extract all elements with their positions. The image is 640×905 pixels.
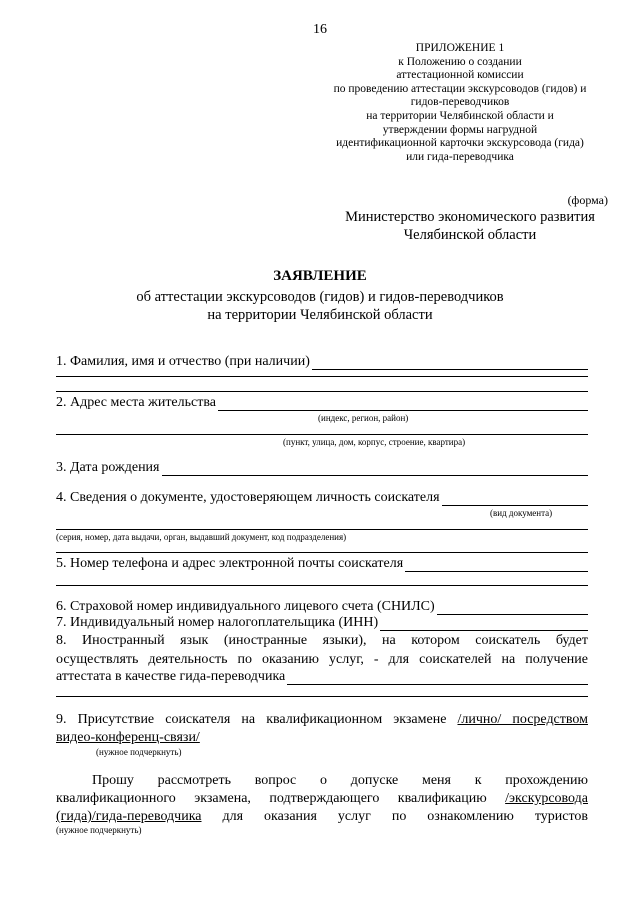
language-blank[interactable] (287, 671, 588, 685)
field-language-line: осуществлять деятельность по оказанию услуг, - для соискателей на получение (56, 652, 588, 667)
inn-blank[interactable] (380, 617, 588, 631)
appendix-header (300, 42, 620, 164)
field-label: 4. Сведения о документе, удостоверяющем личность соискателя (56, 490, 440, 505)
field-language (56, 668, 588, 685)
appendix-line: гидов-переводчиков (410, 96, 510, 109)
ministry-line: Министерство экономического развития (345, 209, 595, 225)
appendix-line: утверждении формы нагрудной (382, 123, 538, 136)
document-subtitle (100, 288, 540, 324)
appendix-line: аттестационной комиссии (396, 69, 524, 82)
option-video-conference[interactable]: видео-конференц-связи/ (56, 730, 200, 745)
address-blank[interactable] (218, 397, 588, 411)
option-guide-interpreter[interactable]: (гида)/гида-переводчика (56, 809, 202, 824)
document-hint-type: (вид документа) (490, 508, 553, 518)
field-label: 1. Фамилия, имя и отчество (при наличии) (56, 354, 310, 369)
request-text: для оказания услуг по ознакомлению туристов (201, 809, 588, 824)
appendix-line: идентификационной карточки экскурсовода (гида) (336, 137, 584, 150)
field-inn (56, 614, 588, 631)
blank-line[interactable] (56, 696, 588, 697)
field-birth-date (56, 459, 588, 476)
option-in-person[interactable]: /лично/ посредством (457, 712, 588, 727)
field-identity-document (56, 489, 588, 506)
field-label: 9. Присутствие соискателя на квалификационном экзамене (56, 712, 458, 727)
field-label: 5. Номер телефона и адрес электронной почты соискателя (56, 556, 404, 571)
request-line (56, 808, 588, 825)
field-exam-presence-cont (56, 729, 588, 746)
request-text: квалификационного экзамена, подтверждающего квалификацию (56, 791, 506, 806)
blank-line[interactable] (56, 391, 588, 392)
birth-date-blank[interactable] (162, 462, 589, 476)
blank-line[interactable] (56, 376, 588, 377)
field-address (56, 394, 588, 411)
request-line (56, 790, 588, 807)
address-hint-region: (индекс, регион, район) (318, 413, 409, 423)
document-type-blank[interactable] (442, 492, 588, 506)
appendix-line: по проведению аттестации экскурсоводов (гидов) и (333, 82, 587, 95)
form-label: (форма) (567, 193, 608, 207)
field-label: 3. Дата рождения (56, 460, 160, 475)
address-hint-street: (пункт, улица, дом, корпус, строение, квартира) (283, 437, 466, 447)
blank-line[interactable] (56, 552, 588, 553)
document-hint-details: (серия, номер, дата выдачи, орган, выдавший документ, код подразделения) (56, 532, 347, 542)
request-line: Прошу рассмотреть вопрос о допуске меня к прохождению (92, 773, 588, 788)
subtitle-line: на территории Челябинской области (207, 307, 433, 323)
field-label: аттестата в качестве гида-переводчика (56, 669, 286, 684)
blank-line[interactable] (56, 434, 588, 435)
blank-line[interactable] (56, 585, 588, 586)
field-label: 6. Страховой номер индивидуального лицевого счета (СНИЛС) (56, 599, 435, 614)
appendix-line: к Положению о создании (398, 55, 522, 68)
page-number: 16 (313, 22, 327, 37)
document-title: ЗАЯВЛЕНИЕ (273, 268, 367, 284)
blank-line[interactable] (56, 529, 588, 530)
underline-hint: (нужное подчеркнуть) (56, 825, 142, 835)
field-exam-presence (56, 711, 588, 728)
option-guide[interactable]: /экскурсовода (505, 791, 588, 806)
field-language-line: 8. Иностранный язык (иностранные языки), на котором соискатель будет (56, 633, 588, 648)
field-label: 7. Индивидуальный номер налогоплательщика (ИНН) (56, 615, 379, 630)
ministry-addressee (330, 208, 610, 244)
contacts-blank[interactable] (405, 558, 588, 572)
field-full-name (56, 353, 588, 370)
snils-blank[interactable] (437, 601, 588, 615)
field-snils (56, 598, 588, 615)
subtitle-line: об аттестации экскурсоводов (гидов) и гидов-переводчиков (136, 289, 504, 305)
full-name-blank[interactable] (312, 356, 588, 370)
appendix-line: на территории Челябинской области и (366, 109, 554, 122)
appendix-line: или гида-переводчика (406, 150, 514, 163)
underline-hint: (нужное подчеркнуть) (96, 747, 182, 757)
field-label: 2. Адрес места жительства (56, 395, 216, 410)
field-contacts (56, 555, 588, 572)
ministry-line: Челябинской области (403, 227, 537, 243)
appendix-line: ПРИЛОЖЕНИЕ 1 (415, 42, 505, 54)
